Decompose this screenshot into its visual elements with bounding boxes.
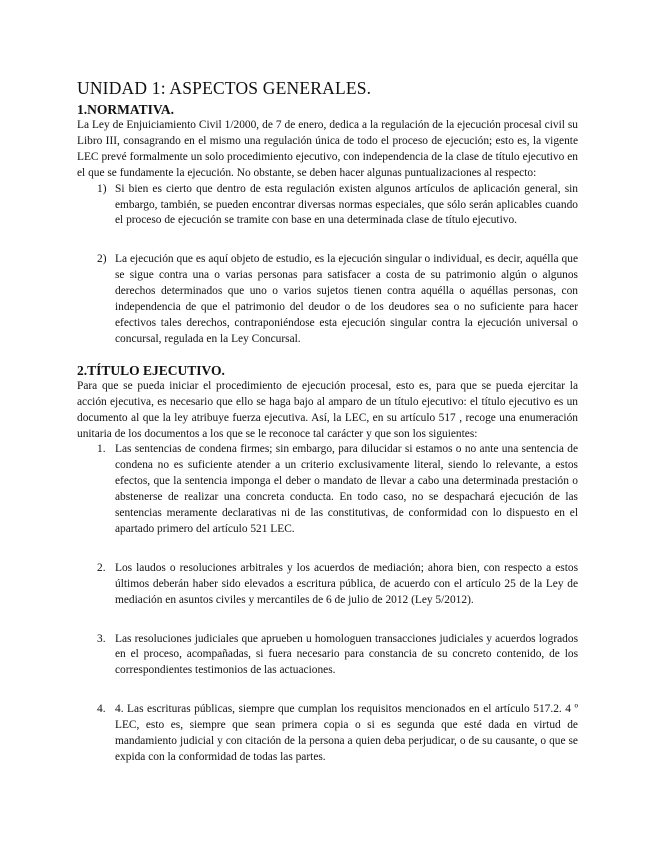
list-item [77, 182, 578, 230]
list-item-text: Si bien es cierto que dentro de esta regulación existen algunos artículos de aplicación general, sin embargo, también, se pueden encontrar diversas normas especiales, que sólo serán aplicables cuando el proceso de ejecución se tramite con base en una determinada clase de título ejecutivo. [115, 182, 578, 227]
list-item-number: 4. [97, 703, 106, 716]
list-item-number: 2. [97, 561, 106, 574]
list-item [77, 442, 578, 537]
section-intro-titulo-ejecutivo: Para que se pueda iniciar el procedimiento de ejecución procesal, esto es, para que se pueda ejercitar la acción ejecutiva, es necesario que ello se haga bajo al amparo de un título ejecutivo: el título ejecutivo es un documento al que la ley atribuye fuerza ejecutiva. Así, la LEC, en su artículo 517 , recoge una enumeración unitaria de los documentos a los que se le reconoce tal carácter y que son los siguientes: [77, 379, 578, 440]
list-item [77, 632, 578, 680]
list-item-text: Las resoluciones judiciales que aprueben u homologuen transacciones judiciales y acuerdos logrados en el proceso, acompañadas, si fuera necesario para constancia de su concreto contenido, de los correspondientes testimonios de las actuaciones. [115, 632, 578, 677]
list-item [77, 252, 578, 347]
list-item-text: La ejecución que es aquí objeto de estudio, es la ejecución singular o individual, es decir, aquélla que se sigue contra una o varias personas para satisfacer a costa de su patrimonio algún o algunos derechos determinados que uno o varios sujetos tienen contra aquélla o aquéllas personas, con independencia de que el patrimonio del deudor o de los deudores sea o no suficiente para hacer efectivos tales derechos, contraponiéndose esta ejecución singular contra la ejecución universal o concursal, regulada en la Ley Concursal. [115, 253, 578, 345]
list-item [77, 561, 578, 609]
spacer [77, 679, 578, 702]
spacer [77, 609, 578, 632]
section-intro-normativa: La Ley de Enjuiciamiento Civil 1/2000, de 7 de enero, dedica a la regulación de la ejecución procesal civil su Libro III, consagrando en el mismo una regulación única de todo el proceso de ejecución; esto es, la vigente LEC prevé formalmente un solo procedimiento ejecutivo, con independencia de la clase de título ejecutivo en el que se fundamente la ejecución. No obstante, se deben hacer algunas puntualizaciones al respecto: [77, 119, 578, 179]
list-item-number: 1) [97, 182, 107, 195]
section-normativa [77, 101, 578, 348]
section-heading-normativa: 1.NORMATIVA. [77, 102, 175, 117]
list-item-number: 1. [97, 443, 106, 456]
list-item [77, 702, 578, 766]
document-title: UNIDAD 1: ASPECTOS GENERALES. [77, 78, 372, 98]
normativa-list [77, 182, 578, 348]
spacer [77, 229, 578, 252]
list-item-text: Los laudos o resoluciones arbitrales y los acuerdos de mediación; ahora bien, con respecto a estos últimos deberán haber sido elevados a escritura pública, de acuerdo con el artículo 25 de la Ley de mediación en asuntos civiles y mercantiles de 6 de julio de 2012 (Ley 5/2012). [115, 561, 578, 606]
spacer [77, 348, 578, 362]
section-titulo-ejecutivo [77, 362, 578, 766]
list-item-number: 2) [97, 253, 107, 266]
document-page [77, 78, 578, 766]
list-item-text: 4. Las escrituras públicas, siempre que cumplan los requisitos mencionados en el artículo 517.2. 4 º LEC, esto es, siempre que sean primera copia o si es segunda que esté dada en virtud de mandamiento judicial y con citación de la persona a quien deba perjudicar, o de su causante, o que se expida con la conformidad de todas las partes. [115, 703, 578, 763]
section-heading-titulo-ejecutivo: 2.TÍTULO EJECUTIVO. [77, 362, 225, 378]
list-item-number: 3. [97, 632, 106, 645]
spacer [77, 538, 578, 561]
list-item-text: Las sentencias de condena firmes; sin embargo, para dilucidar si estamos o no ante una sentencia de condena no es suficiente atender a un criterio exclusivamente literal, siendo lo relevante, a estos efectos, que la sentencia imponga el deber o mandato de llevar a cabo una determinada prestación o abstenerse de realizar una concreta conducta. En todo caso, no se despachará ejecución de las sentencias meramente declarativas ni de las constitutivas, de conformidad con lo dispuesto en el apartado primero del artículo 521 LEC. [115, 443, 578, 535]
titulo-ejecutivo-list [77, 442, 578, 766]
